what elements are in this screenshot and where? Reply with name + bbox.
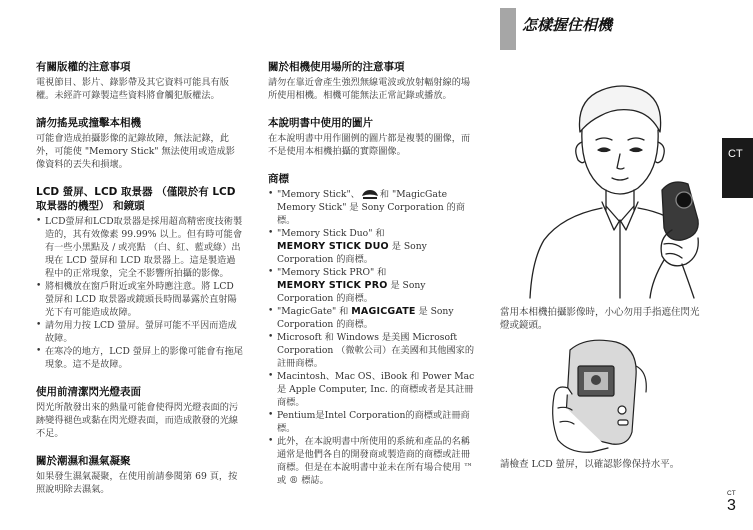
flash-heading: 使用前清潔閃光燈表面 bbox=[36, 386, 141, 398]
memory-stick-pro-logo: MEMORY STICK PRO bbox=[277, 280, 388, 291]
list-item: • 此外，在本說明書中所使用的系統和產品的名稱通常是他們各自的開發商或製造商的商標或註冊商標。但是在本說明書中並未在所有場合使用 ™ 或 ® 標誌。 bbox=[268, 436, 473, 486]
lcd-section bbox=[36, 185, 244, 371]
location-section bbox=[268, 60, 476, 102]
page-language-label: CT bbox=[727, 490, 736, 497]
trademark-text: "Memory Stick PRO" 和 bbox=[277, 267, 387, 278]
list-item: • Pentium是Intel Corporation的商標或註冊商標。 bbox=[268, 410, 470, 434]
page-number: 3 bbox=[727, 497, 736, 514]
trademark-text: 和 "MagicGate Memory Stick" 是 Sony Corporation 的商標。 bbox=[277, 189, 465, 226]
list-item: • "MagicGate" 和 MAGICGATE 是 Sony Corporation 的商標。 bbox=[268, 306, 454, 330]
lcd-bullet-text: LCD螢屏和LCD取景器是採用超高精密度技術製造的，其有效像素 99.99% 以上。但有時可能會有一些小黑點及 / 或亮點 （白、紅、藍或綠）出現在 LCD 螢屏和 LCD 取景器上。這是製造過程中的正常現象，完全不影響所拍攝的影像。 bbox=[45, 216, 243, 279]
pictures-text: 在本說明書中用作圖例的圖片都是複製的圖像，而不是使用本相機拍攝的實際圖像。 bbox=[268, 133, 471, 157]
list-item: • Microsoft 和 Windows 是美國 Microsoft Corporation （微軟公司）在美國和其他國家的註冊商標。 bbox=[268, 332, 475, 369]
location-heading: 關於相機使用場所的注意事項 bbox=[268, 61, 405, 73]
trademark-text: 是 Sony Corporation 的商標。 bbox=[277, 280, 426, 304]
trademark-text: Microsoft 和 Windows 是美國 Microsoft Corporation （微軟公司）在美國和其他國家的註冊商標。 bbox=[277, 332, 475, 369]
shake-section bbox=[36, 116, 244, 171]
trademark-text: 是 Sony Corporation 的商標。 bbox=[277, 241, 427, 265]
flash-section bbox=[36, 385, 244, 440]
list-item: • 請勿用力按 LCD 螢屏。螢屏可能不平因而造成故障。 bbox=[36, 320, 237, 344]
lcd-check-caption: 請檢查 LCD 螢屏，以確認影像保持水平。 bbox=[500, 459, 680, 470]
shake-text: 可能會造成拍攝影像的記錄故障，無法記錄，此外，可能使 "Memory Stick" 無法使用或造成影像資料的丟失和損壞。 bbox=[36, 133, 235, 170]
humidity-text: 如果發生濕氣凝聚，在使用前請參閱第 69 頁，按照說明除去濕氣。 bbox=[36, 471, 238, 495]
list-item: • LCD螢屏和LCD取景器是採用超高精密度技術製造的，其有效像素 99.99% 以上。但有時可能會有一些小黑點及 / 或亮點 （白、紅、藍或綠）出現在 LCD 螢屏和 LCD 取景器上。這是製造過程中的正常現象，完全不影響所拍攝的影像。 bbox=[36, 216, 243, 279]
trademark-text: "Memory Stick Duo" 和 bbox=[277, 228, 385, 239]
list-item: • Macintosh、Mac OS、iBook 和 Power Mac 是 Apple Computer, Inc. 的商標或者是其註冊商標。 bbox=[268, 371, 475, 408]
trademarks-heading: 商標 bbox=[268, 173, 289, 185]
list-item: • "Memory Stick"、 和 "MagicGate Memory Stick" 是 Sony Corporation 的商標。 bbox=[268, 189, 465, 226]
lcd-bullet-text: 將相機放在窗戶附近或室外時應注意。將 LCD 螢屏和 LCD 取景器或鏡頭長時間暴露於直射陽光下有可能造成故障。 bbox=[45, 281, 237, 318]
lcd-bullet-text: 請勿用力按 LCD 螢屏。螢屏可能不平因而造成故障。 bbox=[45, 320, 237, 344]
humidity-section bbox=[36, 454, 244, 496]
lcd-bullet-text: 在寒冷的地方，LCD 螢屏上的影像可能會有拖尾現象。這不是故障。 bbox=[45, 346, 243, 370]
trademark-text: Pentium是Intel Corporation的商標或註冊商標。 bbox=[277, 410, 470, 434]
trademark-text: 此外，在本說明書中所使用的系統和產品的名稱通常是他們各自的開發商或製造商的商標或註冊商標。但是在本說明書中並未在所有場合使用 ™ 或 ® 標誌。 bbox=[277, 436, 473, 486]
page-title: 怎樣握住相機 bbox=[522, 16, 613, 34]
header-accent-bar bbox=[500, 8, 516, 50]
middle-column bbox=[268, 60, 476, 501]
list-item: • 在寒冷的地方，LCD 螢屏上的影像可能會有拖尾現象。這不是故障。 bbox=[36, 346, 243, 370]
flash-text: 閃光所散發出來的熱量可能會使得閃光燈表面的污跡變得褪色或黏在閃光燈表面，而造成散發的光線不足。 bbox=[36, 402, 239, 439]
language-tab-label: CT bbox=[728, 148, 743, 160]
memory-stick-logo-icon bbox=[360, 189, 380, 200]
lcd-heading: LCD 螢屏、LCD 取景器 （僅限於有 LCD 取景器的機型） 和鏡頭 bbox=[36, 186, 236, 212]
left-column bbox=[36, 60, 244, 510]
copyright-heading: 有關版權的注意事項 bbox=[36, 61, 131, 73]
trademark-text: 是 Sony Corporation 的商標。 bbox=[277, 306, 454, 330]
trademark-text: "Memory Stick"、 bbox=[277, 189, 360, 200]
shake-heading: 請勿搖晃或撞擊本相機 bbox=[36, 117, 141, 129]
trademarks-section bbox=[268, 172, 476, 487]
copyright-text: 電視節目、影片、錄影帶及其它資料可能具有版權。未經許可錄製這些資料將會觸犯版權法。 bbox=[36, 77, 229, 101]
pictures-section bbox=[268, 116, 476, 158]
list-item: • 將相機放在窗戶附近或室外時應注意。將 LCD 螢屏和 LCD 取景器或鏡頭長時間暴露於直射陽光下有可能造成故障。 bbox=[36, 281, 237, 318]
copyright-section bbox=[36, 60, 244, 102]
list-item: • "Memory Stick Duo" 和 MEMORY STICK DUO 是 Sony Corporation 的商標。 bbox=[268, 228, 427, 265]
language-tab bbox=[722, 138, 753, 198]
camera-in-hand-illustration bbox=[548, 336, 658, 456]
person-holding-camera-illustration bbox=[522, 60, 722, 300]
camera-holding-caption: 當用本相機拍攝影像時，小心勿用手指遮住閃光燈或鏡頭。 bbox=[500, 307, 700, 331]
trademark-list bbox=[268, 188, 476, 487]
pictures-heading: 本說明書中使用的圖片 bbox=[268, 117, 373, 129]
location-text: 請勿在靠近會產生強烈無線電波或放射輻射線的場所使用相機。相機可能無法正常記錄或播放。 bbox=[268, 77, 471, 101]
humidity-heading: 關於潮濕和濕氣凝聚 bbox=[36, 455, 131, 467]
lcd-bullet-list bbox=[36, 215, 244, 371]
magicgate-logo: MAGICGATE bbox=[351, 306, 416, 317]
memory-stick-duo-logo: MEMORY STICK DUO bbox=[277, 241, 389, 252]
list-item: • "Memory Stick PRO" 和 MEMORY STICK PRO 是 Sony Corporation 的商標。 bbox=[268, 267, 426, 304]
trademark-text: Macintosh、Mac OS、iBook 和 Power Mac 是 Apple Computer, Inc. 的商標或者是其註冊商標。 bbox=[277, 371, 475, 408]
trademark-text: "MagicGate" 和 bbox=[277, 306, 349, 317]
